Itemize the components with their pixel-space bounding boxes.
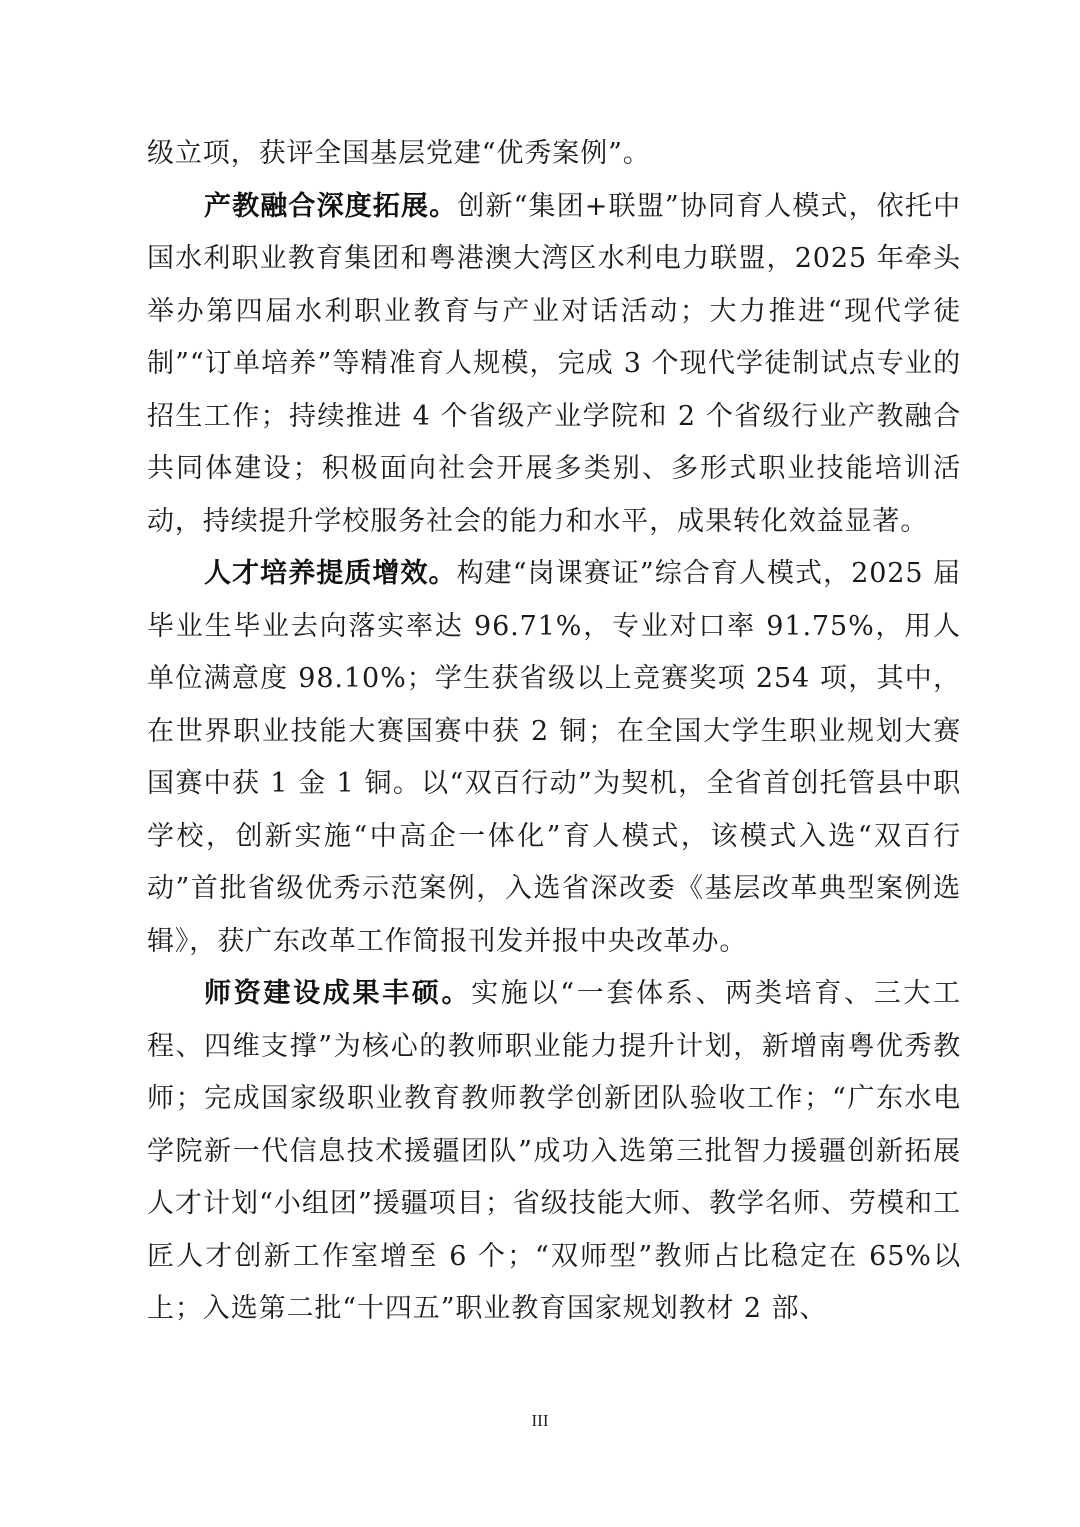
paragraph-text: 级立项，获评全国基层党建“优秀案例”。 xyxy=(147,138,651,169)
paragraph-faculty-building xyxy=(147,968,961,1336)
paragraph-industry-education xyxy=(147,181,961,549)
paragraph-heading: 人才培养提质增效。 xyxy=(204,558,457,589)
paragraph-text: 实施以“一套体系、两类培育、三大工程、四维支撑”为核心的教师职业能力提升计划，新增南粤优秀教师；完成国家级职业教育教师教学创新团队验收工作；“广东水电学院新一代信息技术援疆团队”成功入选第三批智力援疆创新拓展人才计划“小组团”援疆项目；省级技能大师、教学名师、劳模和工匠人才创新工作室增至 6 个；“双师型”教师占比稳定在 65%以上；入选第二批“十四五”职业教育国家规划教材 2 部、 xyxy=(147,978,961,1324)
paragraph-talent-training xyxy=(147,548,961,968)
document-body xyxy=(147,128,961,1336)
paragraph-heading: 师资建设成果丰硕。 xyxy=(204,978,472,1009)
paragraph-text: 构建“岗课赛证”综合育人模式，2025 届毕业生毕业去向落实率达 96.71%，专业对口率 91.75%，用人单位满意度 98.10%；学生获省级以上竞赛奖项 254 项，其中，在世界职业技能大赛国赛中获 2 铜；在全国大学生职业规划大赛国赛中获 1 金 1 铜。以“双百行动”为契机，全省首创托管县中职学校，创新实施“中高企一体化”育人模式，该模式入选“双百行动”首批省级优秀示范案例，入选省深改委《基层改革典型案例选辑》，获广东改革工作简报刊发并报中央改革办。 xyxy=(147,558,961,957)
paragraph-text: 创新“集团+联盟”协同育人模式，依托中国水利职业教育集团和粤港澳大湾区水利电力联盟，2025 年牵头举办第四届水利职业教育与产业对话活动；大力推进“现代学徒制”“订单培养”等精准育人规模，完成 3 个现代学徒制试点专业的招生工作；持续推进 4 个省级产业学院和 2 个省级行业产教融合共同体建设；积极面向社会开展多类别、多形式职业技能培训活动，持续提升学校服务社会的能力和水平，成果转化效益显著。 xyxy=(147,190,961,537)
paragraph-heading: 产教融合深度拓展。 xyxy=(204,190,458,222)
paragraph-continuation xyxy=(147,128,961,181)
page-number: III xyxy=(531,1411,549,1430)
